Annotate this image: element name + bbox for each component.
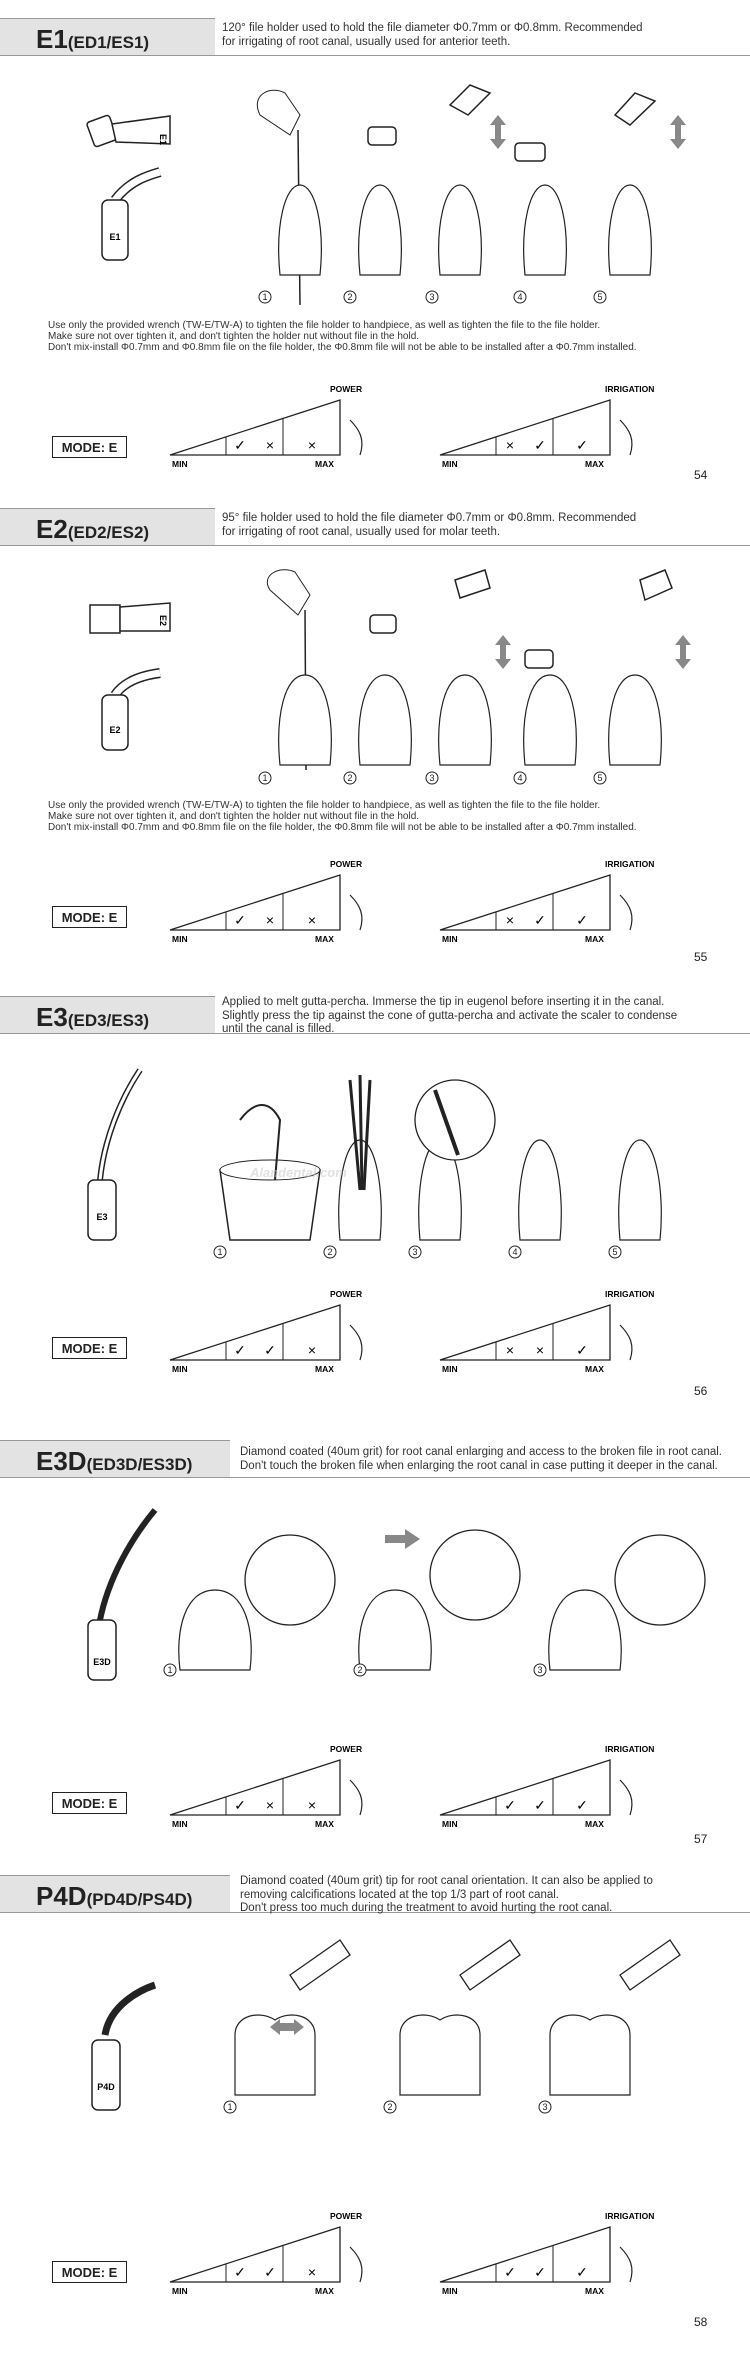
svg-text:1: 1 <box>262 773 268 783</box>
power-max: MAX <box>315 459 334 469</box>
irrigation-max: MAX <box>585 934 604 944</box>
section-header <box>0 18 215 56</box>
irrigation-max: MAX <box>585 459 604 469</box>
svg-text:2: 2 <box>347 292 353 302</box>
section-e2 <box>0 500 750 1000</box>
power-min: MIN <box>172 934 188 944</box>
section-e3d <box>0 1440 750 1860</box>
tip-label: E3D <box>93 1657 111 1667</box>
irrigation-min: MIN <box>442 2286 458 2296</box>
svg-text:2: 2 <box>357 1665 363 1675</box>
power-mark-2: × <box>265 1797 275 1813</box>
svg-text:1: 1 <box>262 292 268 302</box>
power-min: MIN <box>172 1364 188 1374</box>
irrigation-handpiece-icon <box>620 1780 632 1815</box>
irrigation-handpiece-icon <box>620 420 632 455</box>
power-mark-3: × <box>307 912 317 928</box>
page-number: 57 <box>694 1832 708 1846</box>
header-rule <box>215 545 750 546</box>
irrigation-handpiece-icon <box>620 1325 632 1360</box>
power-handpiece-icon <box>350 420 362 455</box>
svg-text:2: 2 <box>327 1247 333 1257</box>
power-title: POWER <box>330 859 363 869</box>
step-numbers <box>214 1246 621 1258</box>
power-mark-1: ✓ <box>234 912 246 928</box>
svg-text:5: 5 <box>612 1247 618 1257</box>
power-meter <box>160 1740 380 1830</box>
tip-illustration <box>60 585 170 765</box>
power-max: MAX <box>315 934 334 944</box>
power-min: MIN <box>172 2286 188 2296</box>
power-handpiece-icon <box>350 1325 362 1360</box>
power-title: POWER <box>330 2211 363 2221</box>
step-numbers <box>259 291 606 303</box>
svg-text:4: 4 <box>517 292 523 302</box>
power-title: POWER <box>330 1289 363 1299</box>
power-meter <box>160 1285 380 1375</box>
magnifier-icon <box>415 1080 495 1160</box>
tip-illustration <box>80 1060 160 1260</box>
irrigation-mark-3: ✓ <box>576 1797 588 1813</box>
svg-text:3: 3 <box>429 773 435 783</box>
irrigation-mark-3: ✓ <box>576 2264 588 2280</box>
tip-label-2: E2 <box>109 725 121 735</box>
power-max: MAX <box>315 1364 334 1374</box>
tip-code: E3(ED3/ES3) <box>36 1002 150 1032</box>
tooth-cross-section-icons <box>179 1590 621 1670</box>
section-description: 95° file holder used to hold the file diameter Φ0.7mm or Φ0.8mm. Recommended for irrigating of root canal, usually used for molar teeth. <box>222 512 637 538</box>
step-numbers <box>259 772 606 784</box>
step-numbers <box>224 2101 551 2113</box>
power-title: POWER <box>330 1744 363 1754</box>
irrigation-mark-2: ✓ <box>534 437 546 453</box>
power-max: MAX <box>315 2286 334 2296</box>
power-mark-3: × <box>307 1342 317 1358</box>
power-mark-1: ✓ <box>234 1797 246 1813</box>
mode-label: MODE: E <box>52 1792 127 1814</box>
irrigation-mark-1: × <box>505 1342 515 1358</box>
irrigation-max: MAX <box>585 1819 604 1829</box>
power-mark-2: × <box>265 437 275 453</box>
section-header <box>0 508 215 546</box>
irrigation-mark-1: × <box>505 912 515 928</box>
tip-code: E1(ED1/ES1) <box>36 24 150 54</box>
tip-code: E2(ED2/ES2) <box>36 514 150 544</box>
svg-text:3: 3 <box>537 1665 543 1675</box>
tooth-row-icons <box>339 1140 662 1240</box>
page-number: 55 <box>694 950 708 964</box>
power-mark-3: × <box>307 1797 317 1813</box>
irrigation-meter <box>430 380 670 470</box>
power-mark-3: × <box>307 2264 317 2280</box>
irrigation-meter <box>430 855 670 945</box>
tip-label-2: E1 <box>109 232 121 242</box>
power-mark-1: ✓ <box>234 1342 246 1358</box>
irrigation-min: MIN <box>442 934 458 944</box>
irrigation-title: IRRIGATION <box>605 2211 655 2221</box>
irrigation-title: IRRIGATION <box>605 1289 655 1299</box>
tooth-row-icons <box>279 185 652 275</box>
tip-illustration <box>60 100 170 290</box>
irrigation-title: IRRIGATION <box>605 1744 655 1754</box>
mode-label: MODE: E <box>52 2261 127 2283</box>
power-min: MIN <box>172 459 188 469</box>
procedure-illustration <box>240 560 730 790</box>
irrigation-mark-3: ✓ <box>576 912 588 928</box>
file-holder-tip-icon <box>102 673 160 750</box>
header-rule <box>215 55 750 56</box>
section-e3 <box>0 990 750 1420</box>
section-header <box>0 1440 230 1478</box>
irrigation-max: MAX <box>585 2286 604 2296</box>
irrigation-handpiece-icon <box>620 895 632 930</box>
header-rule <box>230 1477 750 1478</box>
power-title: POWER <box>330 384 363 394</box>
svg-text:1: 1 <box>167 1665 173 1675</box>
irrigation-mark-2: × <box>535 1342 545 1358</box>
svg-text:3: 3 <box>542 2102 548 2112</box>
mode-label: MODE: E <box>52 1337 127 1359</box>
section-description: 120° file holder used to hold the file diameter Φ0.7mm or Φ0.8mm. Recommended for irrigating of root canal, usually used for anterior teeth. <box>222 22 643 48</box>
tip-label-1: E1 <box>158 134 168 146</box>
svg-text:3: 3 <box>412 1247 418 1257</box>
section-p4d <box>0 1875 750 2367</box>
section-header <box>0 1875 230 1913</box>
power-handpiece-icon <box>350 1780 362 1815</box>
irrigation-mark-3: ✓ <box>576 1342 588 1358</box>
tip-label: P4D <box>97 2082 115 2092</box>
power-mark-1: ✓ <box>234 437 246 453</box>
power-mark-3: × <box>307 437 317 453</box>
svg-text:5: 5 <box>597 292 603 302</box>
procedure-illustration <box>167 1520 710 1690</box>
section-e1 <box>0 0 750 482</box>
power-max: MAX <box>315 1819 334 1829</box>
tip-label: E3 <box>96 1212 108 1222</box>
irrigation-title: IRRIGATION <box>605 384 655 394</box>
irrigation-meter <box>430 2207 670 2297</box>
handpiece-icons <box>370 570 672 668</box>
mode-label: MODE: E <box>52 906 127 928</box>
tip-illustration <box>80 1500 173 1690</box>
irrigation-min: MIN <box>442 459 458 469</box>
irrigation-mark-2: ✓ <box>534 1797 546 1813</box>
usage-instructions: Use only the provided wrench (TW-E/TW-A) to tighten the file holder to handpiece, as well as tighten the file to the file holder. Make sure not over tighten it, and don't tighten the holder nut without file in the hold. Don't mix-install Φ0.7mm and Φ0.8mm file on the file holder, the Φ0.8mm file will not be able to be installed after a Φ0.7mm installed. <box>48 320 637 353</box>
file-holder-angle-icon <box>90 603 170 633</box>
irrigation-max: MAX <box>585 1364 604 1374</box>
irrigation-meter <box>430 1740 670 1830</box>
irrigation-title: IRRIGATION <box>605 859 655 869</box>
power-meter <box>160 2207 380 2297</box>
svg-text:1: 1 <box>227 2102 233 2112</box>
irrigation-mark-3: ✓ <box>576 437 588 453</box>
section-header <box>0 996 215 1034</box>
procedure-illustration <box>240 75 730 315</box>
power-mark-2: × <box>265 912 275 928</box>
usage-instructions: Use only the provided wrench (TW-E/TW-A) to tighten the file holder to handpiece, as well as tighten the file to the file holder. Make sure not over tighten it, and don't tighten the holder nut without file in the hold. Don't mix-install Φ0.7mm and Φ0.8mm file on the file holder, the Φ0.8mm file will not be able to be installed after a Φ0.7mm installed. <box>48 800 637 833</box>
handpiece-icons <box>290 1940 680 1990</box>
irrigation-mark-2: ✓ <box>534 2264 546 2280</box>
file-holder-angle-icon <box>86 115 170 148</box>
mode-label: MODE: E <box>52 436 127 458</box>
irrigation-meter <box>430 1285 670 1375</box>
tip-code: E3D(ED3D/ES3D) <box>36 1446 193 1476</box>
tooth-row-icons <box>279 675 662 765</box>
section-description: Diamond coated (40um grit) tip for root canal orientation. It can also be applied to removing calcifications located at the top 1/3 part of root canal. Don't press too much during the treatment to avoid hurting the root canal. <box>240 1875 653 1914</box>
power-handpiece-icon <box>350 895 362 930</box>
irrigation-mark-1: ✓ <box>504 2264 516 2280</box>
irrigation-mark-1: ✓ <box>504 1797 516 1813</box>
tip-label-1: E2 <box>158 615 168 627</box>
power-min: MIN <box>172 1819 188 1829</box>
irrigation-mark-2: ✓ <box>534 912 546 928</box>
file-holder-tip-icon <box>102 172 160 260</box>
section-description: Applied to melt gutta-percha. Immerse the tip in eugenol before inserting it in the canal. Slightly press the tip against the cone of gutta-percha and activate the scaler to condense until the canal is filled. <box>222 996 678 1035</box>
power-handpiece-icon <box>350 2247 362 2282</box>
power-mark-2: ✓ <box>264 2264 276 2280</box>
tip-illustration <box>80 1945 170 2125</box>
section-description: Diamond coated (40um grit) for root canal enlarging and access to the broken file in root canal. Don't touch the broken file when enlarging the root canal in case putting it deeper in the canal. <box>240 1446 722 1472</box>
irrigation-min: MIN <box>442 1819 458 1829</box>
irrigation-min: MIN <box>442 1364 458 1374</box>
procedure-illustration <box>220 1935 700 2115</box>
svg-text:2: 2 <box>387 2102 393 2112</box>
svg-text:4: 4 <box>512 1247 518 1257</box>
tip-code: P4D(PD4D/PS4D) <box>36 1881 193 1911</box>
watermark: Alandental.com <box>250 1165 347 1180</box>
svg-text:1: 1 <box>217 1247 223 1257</box>
irrigation-handpiece-icon <box>620 2247 632 2282</box>
arrow-right-icon <box>385 1529 420 1549</box>
power-mark-1: ✓ <box>234 2264 246 2280</box>
magnifier-icons <box>245 1530 705 1625</box>
svg-text:4: 4 <box>517 773 523 783</box>
page-number: 54 <box>694 468 708 482</box>
procedure-illustration <box>200 1060 710 1260</box>
svg-text:3: 3 <box>429 292 435 302</box>
power-mark-2: ✓ <box>264 1342 276 1358</box>
irrigation-mark-1: × <box>505 437 515 453</box>
svg-text:5: 5 <box>597 773 603 783</box>
power-meter <box>160 380 380 470</box>
svg-text:2: 2 <box>347 773 353 783</box>
handpiece-icons <box>368 85 655 161</box>
page-number: 56 <box>694 1384 708 1398</box>
power-meter <box>160 855 380 945</box>
page-number: 58 <box>694 2315 708 2329</box>
